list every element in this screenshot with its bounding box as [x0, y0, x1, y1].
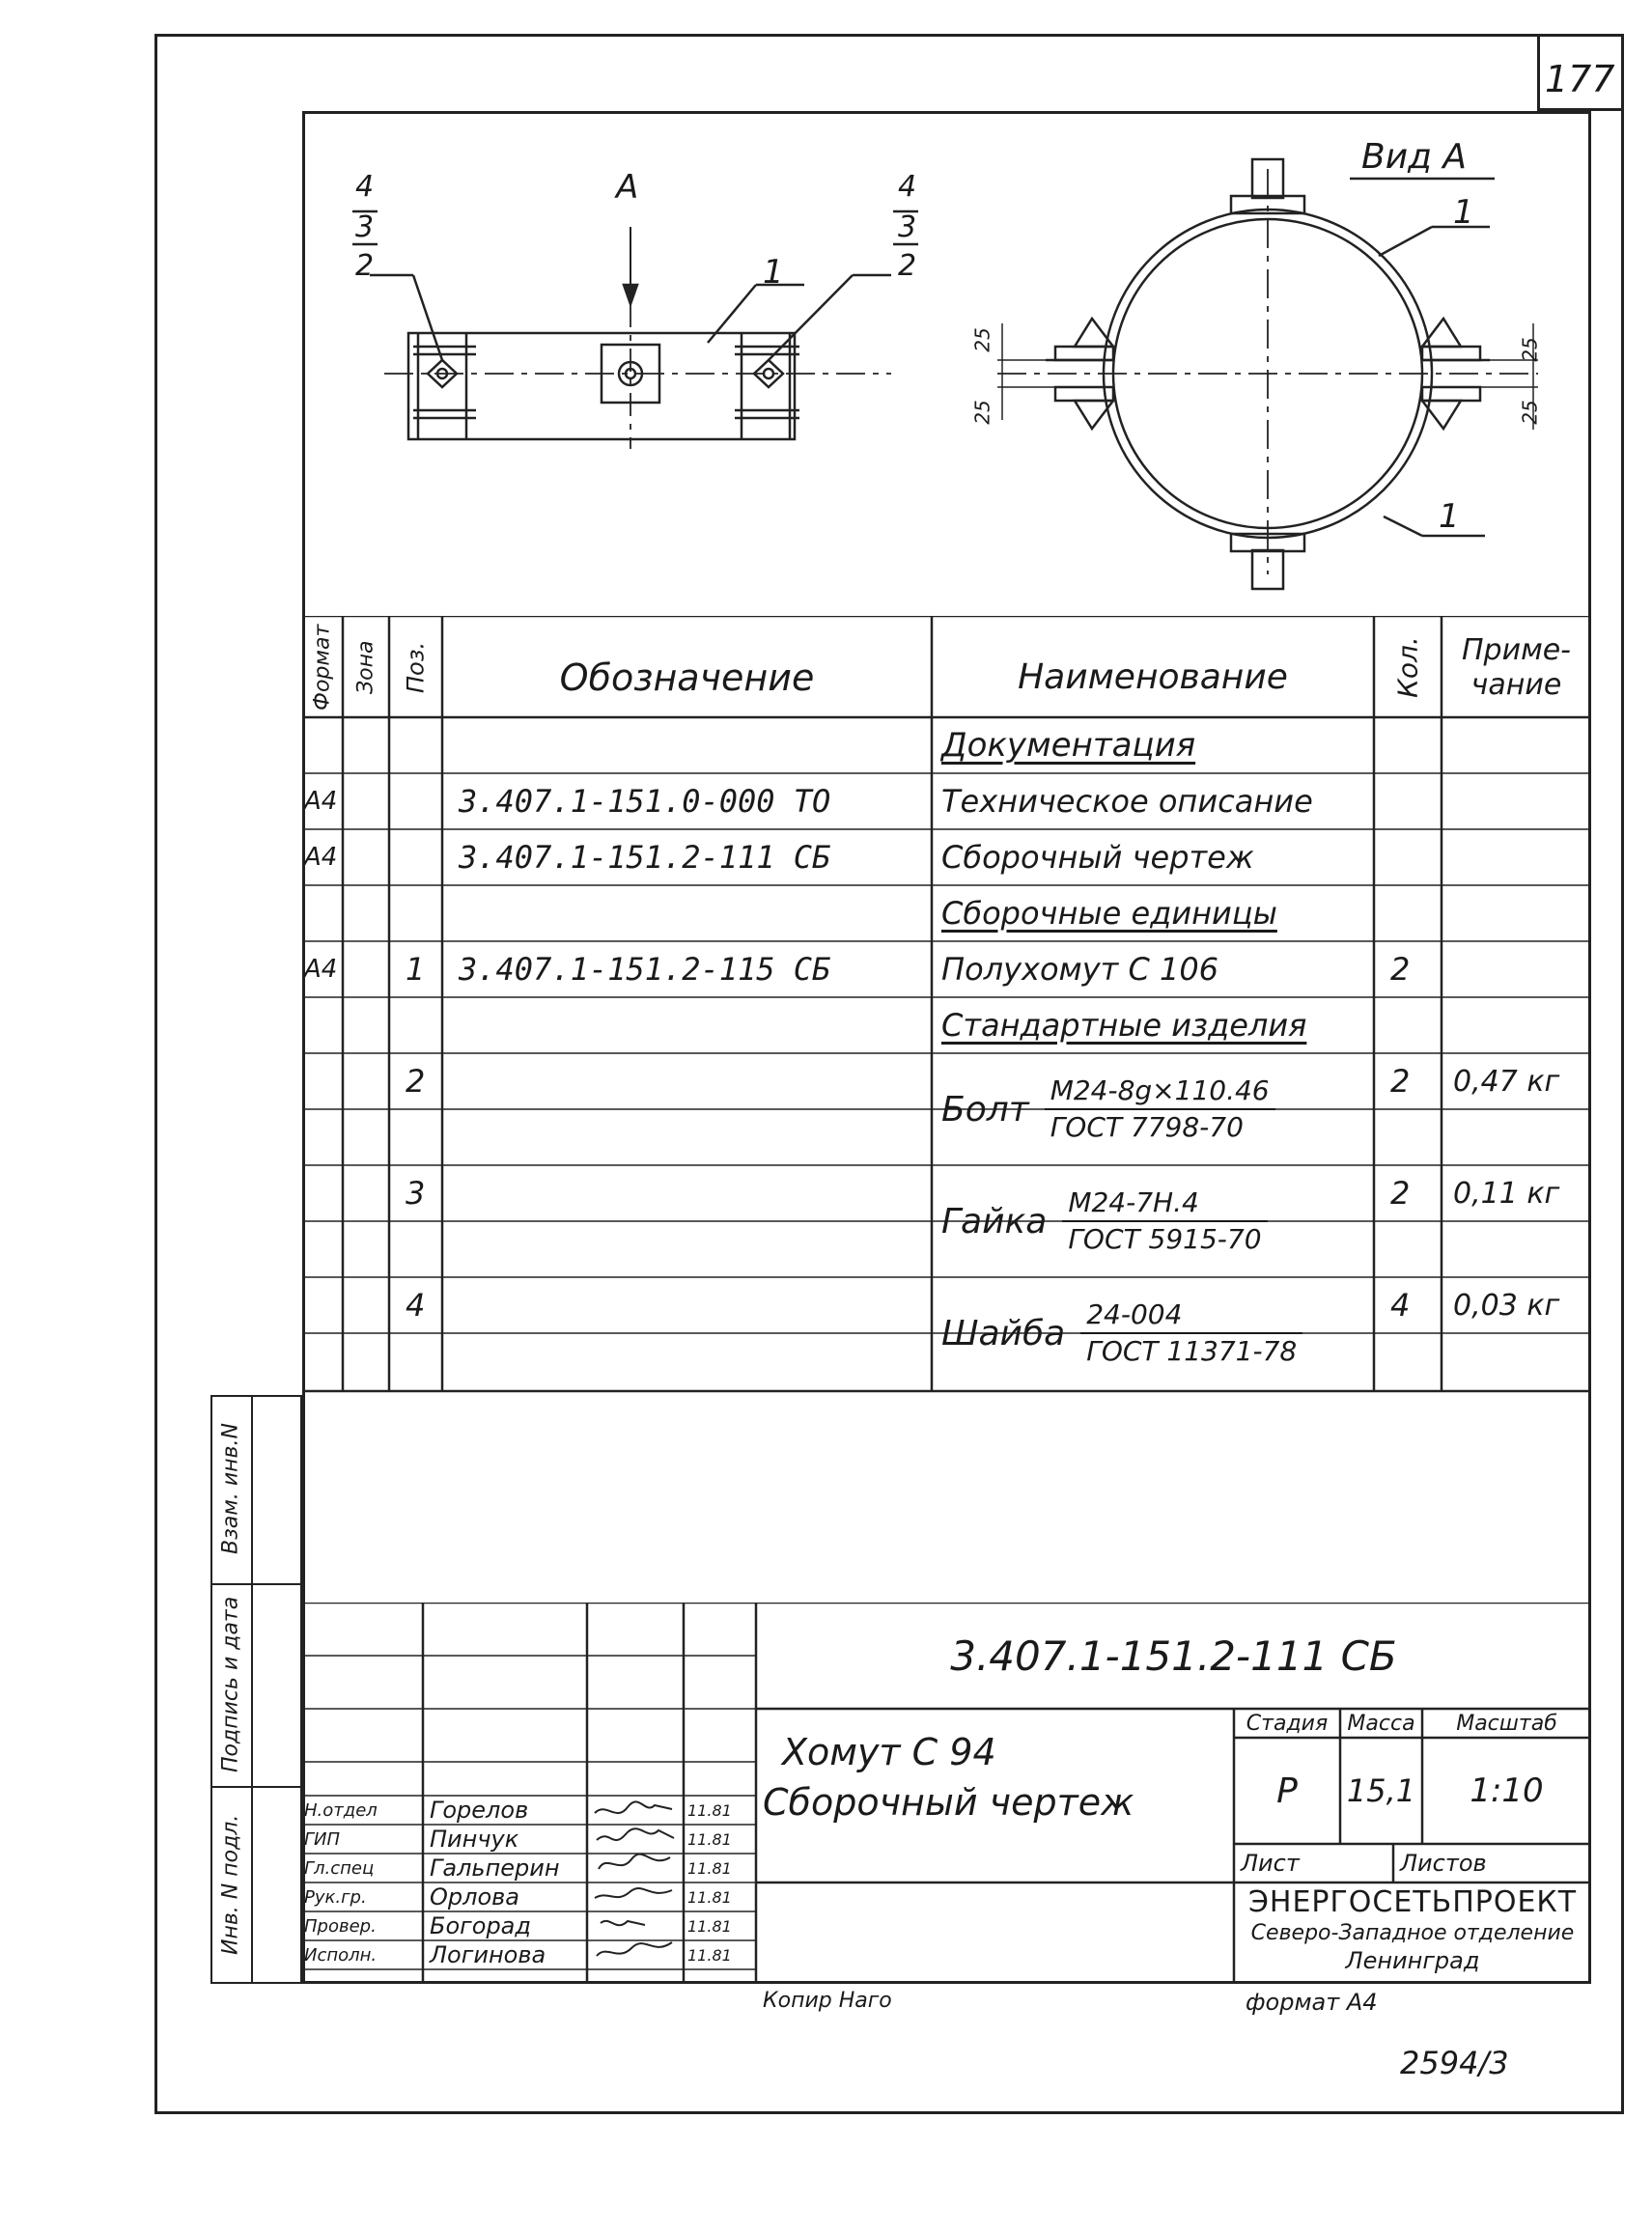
item-name-text: Болт [941, 1089, 1029, 1129]
row-format: А4 [304, 843, 338, 872]
callout-left-2: 2 [355, 249, 375, 283]
header-name: Наименование [1018, 657, 1288, 697]
dim-left-upper: 25 [970, 327, 994, 352]
row-name: Техническое описание [941, 783, 1313, 820]
scale-value: 1:10 [1470, 1771, 1544, 1810]
side-stamp-divider [251, 1395, 253, 1984]
callout-right-2: 2 [898, 249, 917, 283]
section-standard-items: Стандартные изделия [941, 1007, 1307, 1044]
item-spec-denominator: ГОСТ 5915-70 [1068, 1223, 1262, 1255]
view-part-label-top: 1 [1453, 193, 1474, 232]
sheet-number: 177 [1545, 58, 1615, 100]
callout-left-3: 3 [355, 210, 375, 244]
callout-right-3: 3 [898, 210, 917, 244]
item-qty: 4 [1390, 1287, 1411, 1324]
signer-name: Гальперин [430, 1855, 560, 1882]
item-spec-fraction [1080, 1299, 1302, 1367]
view-a-label: Вид А [1361, 137, 1468, 177]
stage-value: Р [1276, 1771, 1298, 1811]
handwritten-signatures [587, 1796, 684, 1969]
item-pos: 4 [406, 1287, 426, 1324]
header-designation: Обозначение [559, 655, 815, 699]
sign-date: 11.81 [687, 1945, 732, 1965]
item-qty: 2 [1390, 1175, 1411, 1212]
item-spec-denominator: ГОСТ 7798-70 [1050, 1111, 1244, 1143]
signer-name: Пинчук [430, 1826, 519, 1853]
section-assembly-units: Сборочные единицы [941, 895, 1277, 932]
role-label: Провер. [304, 1915, 377, 1937]
org-name: ЭНЕРГОСЕТЬПРОЕКТ [1247, 1884, 1578, 1919]
sign-date: 11.81 [687, 1800, 732, 1820]
stamp-signature-label: Подпись и дата [218, 1596, 243, 1773]
dim-right-upper: 25 [1518, 337, 1542, 362]
dim-right-lower: 25 [1518, 400, 1542, 425]
inventory-number: 2594/3 [1400, 2045, 1509, 2081]
signer-name: Богорад [430, 1912, 531, 1939]
callout-left-4: 4 [355, 170, 375, 204]
row-name: Сборочный чертеж [941, 839, 1254, 876]
title-line-2: Сборочный чертеж [763, 1781, 1134, 1824]
item-spec-numerator: 24-004 [1080, 1299, 1302, 1334]
view-part-label-bottom: 1 [1439, 497, 1460, 536]
signer-name: Логинова [430, 1941, 546, 1968]
item-note: 0,03 кг [1453, 1288, 1560, 1323]
role-label: Гл.спец [304, 1857, 375, 1879]
dim-left-lower: 25 [970, 400, 994, 425]
section-arrow-label: А [616, 168, 639, 207]
sheet-label: Лист [1241, 1850, 1300, 1877]
item-name [941, 1165, 1268, 1277]
item-pos: 3 [406, 1175, 426, 1212]
title-doc-code: 3.407.1-151.2-111 СБ [950, 1631, 1397, 1680]
header-format: Формат [310, 624, 335, 711]
header-note: Приме- чание [1461, 632, 1571, 702]
item-note: 0,11 кг [1453, 1176, 1560, 1211]
org-dept: Северо-Западное отделение [1250, 1920, 1575, 1945]
item-note: 0,47 кг [1453, 1064, 1560, 1099]
item-spec-numerator: М24-8g×110.46 [1045, 1075, 1275, 1110]
callout-right-4: 4 [898, 170, 917, 204]
part-label-plan: 1 [763, 253, 784, 292]
item-name-text: Гайка [941, 1201, 1048, 1241]
item-pos: 2 [406, 1063, 426, 1100]
item-name [941, 1053, 1275, 1165]
role-label: Исполн. [304, 1944, 378, 1966]
row-pos: 1 [406, 951, 426, 988]
sign-date: 11.81 [687, 1858, 732, 1878]
role-label: Рук.гр. [304, 1886, 367, 1908]
copied-by: Копир Наго [763, 1989, 892, 2013]
row-format: А4 [304, 787, 338, 816]
item-spec-denominator: ГОСТ 11371-78 [1086, 1335, 1298, 1367]
row-designation: 3.407.1-151.2-115 СБ [459, 951, 831, 988]
section-documentation: Документация [941, 726, 1196, 765]
scale-label: Масштаб [1456, 1711, 1557, 1736]
header-qty: Кол. [1391, 636, 1424, 699]
item-name-text: Шайба [941, 1313, 1066, 1353]
title-line-1: Хомут С 94 [782, 1731, 996, 1773]
signer-name: Орлова [430, 1883, 519, 1910]
sign-date: 11.81 [687, 1829, 732, 1849]
item-name [941, 1277, 1302, 1389]
sheets-label: Листов [1400, 1850, 1487, 1877]
header-pos: Поз. [402, 641, 430, 694]
role-label: ГИП [304, 1828, 341, 1850]
row-name: Полухомут С 106 [941, 951, 1219, 988]
role-label: Н.отдел [304, 1799, 378, 1821]
mass-label: Масса [1347, 1711, 1415, 1736]
row-qty: 2 [1390, 951, 1411, 988]
stamp-inventory-label: Инв. N подл. [218, 1814, 243, 1955]
org-city: Ленинград [1345, 1947, 1480, 1974]
mass-value: 15,1 [1346, 1772, 1416, 1809]
signer-name: Горелов [430, 1797, 529, 1824]
row-designation: 3.407.1-151.0-000 ТО [459, 783, 831, 820]
item-qty: 2 [1390, 1063, 1411, 1100]
item-spec-numerator: М24-7Н.4 [1062, 1187, 1267, 1222]
header-zone: Зона [353, 640, 378, 695]
sign-date: 11.81 [687, 1916, 732, 1936]
row-designation: 3.407.1-151.2-111 СБ [459, 839, 831, 876]
stamp-replaced-label: Взам. инв.N [218, 1423, 243, 1555]
item-spec-fraction [1062, 1187, 1267, 1255]
format-label: формат А4 [1246, 1989, 1378, 2016]
item-spec-fraction [1045, 1075, 1275, 1143]
sign-date: 11.81 [687, 1887, 732, 1907]
row-format: А4 [304, 955, 338, 984]
stage-label: Стадия [1246, 1711, 1329, 1736]
assembly-drawing [302, 111, 1591, 618]
